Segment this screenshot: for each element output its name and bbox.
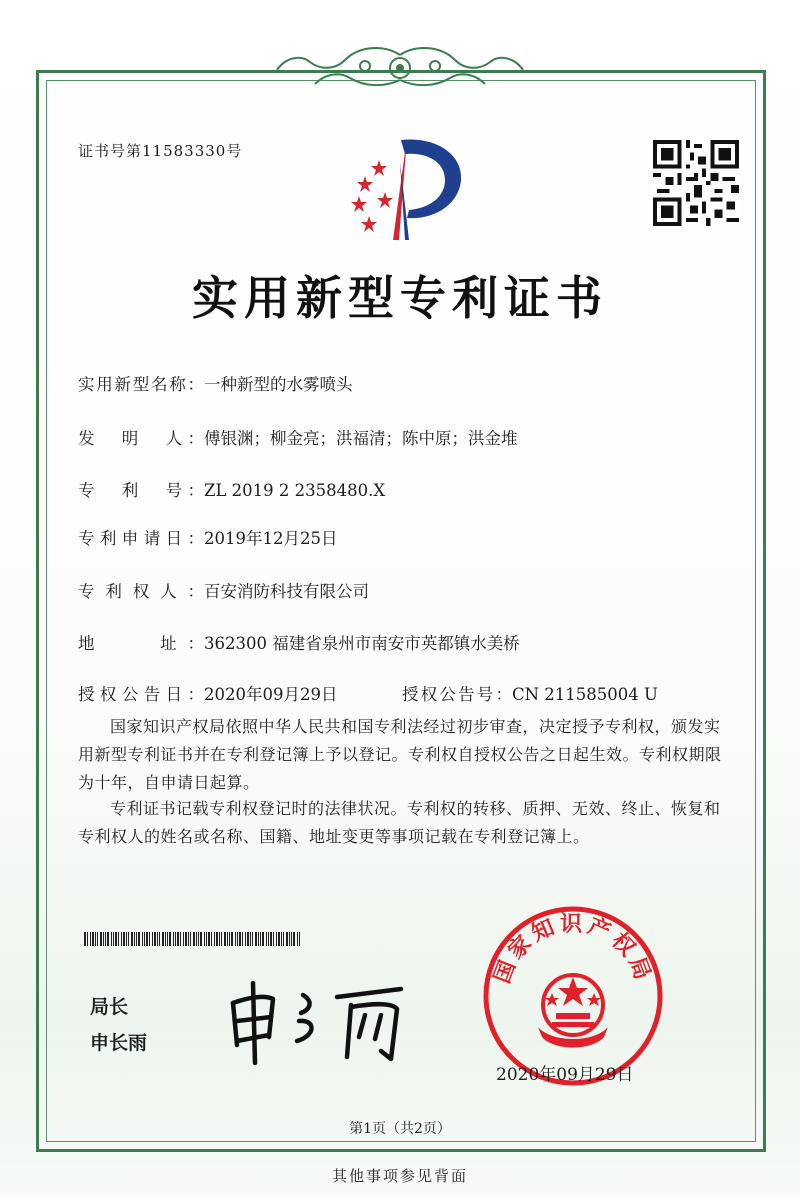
- seal-date: 2020年09月29日: [496, 1065, 634, 1085]
- patent-office-logo-icon: [335, 132, 470, 242]
- ornament-icon: [265, 40, 535, 100]
- field-grant-no-value: CN 211585004 U: [512, 685, 658, 704]
- field-inventor-row: [78, 425, 518, 449]
- field-grant-date-label: 授权公告日：: [78, 685, 204, 704]
- paragraph-grant-statement: 国家知识产权局依照中华人民共和国专利法经过初步审查，决定授予专利权，颁发实用新型专利证书并在专利登记簿上予以登记。专利权自授权公告之日起生效。专利权期限为十年，自申请日起算。: [78, 717, 722, 792]
- page-indicator: 第1页（共2页）: [349, 1121, 451, 1137]
- qr-code-icon: [653, 140, 739, 226]
- field-patent-no-label: 专 利 号：: [78, 481, 204, 500]
- field-grant-no-row: [402, 681, 658, 705]
- field-name-row: [78, 371, 353, 395]
- field-patent-no-row: [78, 477, 385, 501]
- field-name-value: 一种新型的水雾喷头: [204, 375, 353, 394]
- seal-text: 国家知识产权局: [489, 912, 657, 987]
- barcode-icon: [84, 932, 302, 946]
- field-filing-date-value: 2019年12月25日: [204, 529, 338, 548]
- field-patent-no-value: ZL 2019 2 2358480.X: [204, 481, 386, 500]
- director-signature-icon: [225, 975, 415, 1065]
- field-grant-no-label: 授权公告号：: [402, 685, 512, 704]
- field-filing-date-row: [78, 525, 337, 549]
- director-name: 申长雨: [90, 1032, 148, 1054]
- field-inventor-value: 傅银渊；柳金亮；洪福清；陈中原；洪金堆: [204, 429, 518, 448]
- paragraph-legal-status: 专利证书记载专利权登记时的法律状况。专利权的转移、质押、无效、终止、恢复和专利权人的姓名或名称、国籍、地址变更等事项记载在专利登记簿上。: [78, 799, 721, 846]
- field-filing-date-label: 专利申请日：: [78, 529, 204, 548]
- certificate-title: 实用新型专利证书: [192, 271, 608, 325]
- field-patentee-value: 百安消防科技有限公司: [204, 582, 369, 601]
- certificate-number: 证书号第11583330号: [78, 142, 243, 160]
- field-address-label: 地 址：: [78, 634, 204, 653]
- field-name-label: 实用新型名称：: [78, 375, 204, 394]
- field-patentee-label: 专利权人：: [78, 582, 204, 601]
- back-note: 其他事项参见背面: [331, 1167, 468, 1185]
- field-grant-date-row: [78, 681, 337, 705]
- field-address-row: [78, 630, 520, 654]
- field-address-value: 362300 福建省泉州市南安市英都镇水美桥: [204, 634, 520, 653]
- field-inventor-label: 发 明 人：: [78, 429, 204, 448]
- field-grant-date-value: 2020年09月29日: [204, 685, 338, 704]
- director-title: 局长: [90, 996, 129, 1018]
- field-patentee-row: [78, 578, 369, 602]
